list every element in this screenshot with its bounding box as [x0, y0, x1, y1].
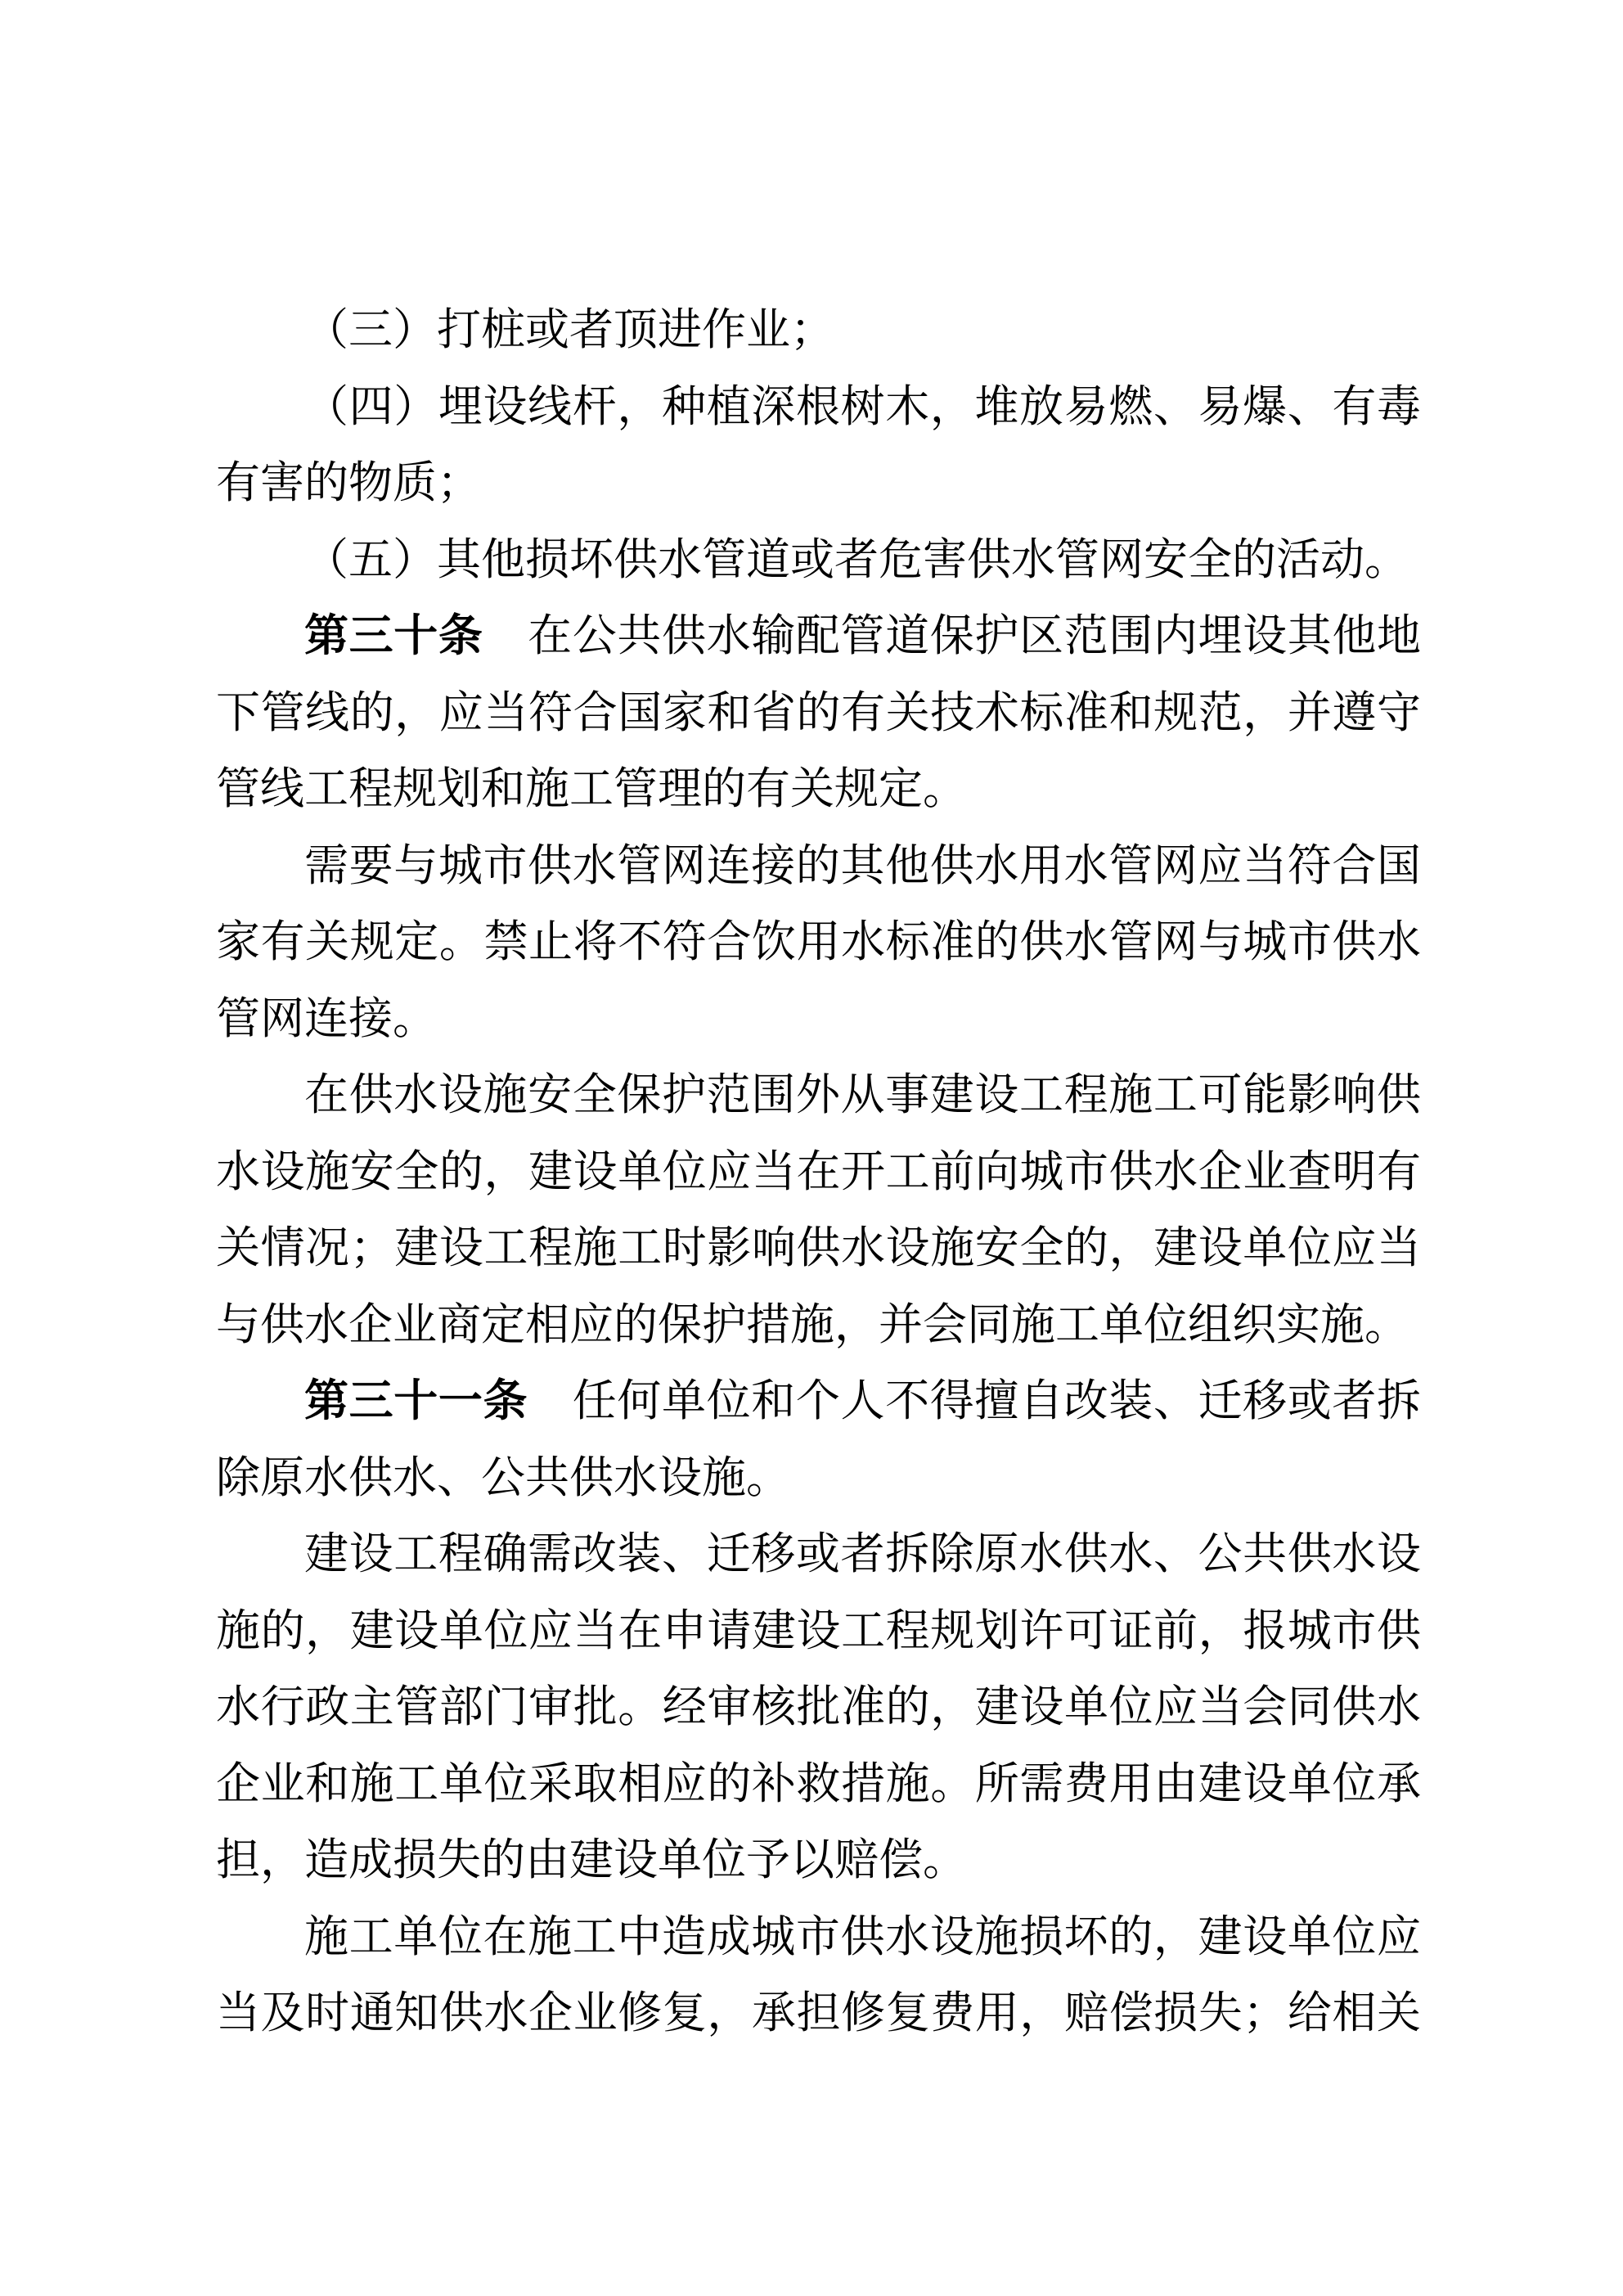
text-line: [216, 1516, 1421, 1593]
body-text: 管网连接。: [216, 993, 437, 1043]
body-text: （三）打桩或者顶进作业；: [304, 305, 834, 354]
body-text: 在供水设施安全保护范围外从事建设工程施工可能影响供: [304, 1070, 1421, 1119]
body-text: 水设施安全的，建设单位应当在开工前向城市供水企业查明有: [216, 1146, 1421, 1196]
text-line: [216, 1899, 1421, 1976]
text-line: [216, 1746, 1421, 1823]
text-line: [216, 1287, 1421, 1364]
body-text: 施工单位在施工中造成城市供水设施损坏的，建设单位应: [304, 1911, 1421, 1961]
body-text: 下管线的，应当符合国家和省的有关技术标准和规范，并遵守: [216, 687, 1421, 737]
body-text: （五）其他损坏供水管道或者危害供水管网安全的活动。: [304, 534, 1409, 584]
text-line: [216, 369, 1421, 446]
body-text: 除原水供水、公共供水设施。: [216, 1452, 790, 1502]
body-text: （四）埋设线杆，种植深根树木，堆放易燃、易爆、有毒: [304, 381, 1421, 431]
text-line: [216, 1975, 1421, 2052]
body-text: 在公共供水输配管道保护区范围内埋设其他地: [528, 611, 1421, 660]
document-body: [216, 292, 1421, 2052]
body-text: 当及时通知供水企业修复，承担修复费用，赔偿损失；给相关: [216, 1988, 1421, 2037]
text-line: [216, 675, 1421, 752]
text-line: [216, 751, 1421, 828]
body-text: 家有关规定。禁止将不符合饮用水标准的供水管网与城市供水: [216, 917, 1421, 966]
text-line: [216, 292, 1421, 369]
text-line: [216, 1363, 1421, 1440]
text-line: [216, 1134, 1421, 1211]
text-line: [216, 1593, 1421, 1670]
body-text: [483, 611, 528, 660]
article-number-label: 第三十一条: [304, 1376, 528, 1425]
text-line: [216, 1669, 1421, 1746]
text-line: [216, 1057, 1421, 1134]
text-line: [216, 522, 1421, 599]
text-line: [216, 445, 1421, 522]
text-line: [216, 1822, 1421, 1899]
body-text: [528, 1376, 573, 1425]
body-text: 水行政主管部门审批。经审核批准的，建设单位应当会同供水: [216, 1682, 1421, 1731]
text-line: [216, 828, 1421, 905]
text-line: [216, 1210, 1421, 1287]
body-text: 任何单位和个人不得擅自改装、迁移或者拆: [572, 1376, 1421, 1425]
body-text: 需要与城市供水管网连接的其他供水用水管网应当符合国: [304, 840, 1421, 890]
text-line: [216, 1440, 1421, 1517]
text-line: [216, 981, 1421, 1058]
body-text: 管线工程规划和施工管理的有关规定。: [216, 764, 967, 813]
text-line: [216, 598, 1421, 675]
body-text: 关情况；建设工程施工时影响供水设施安全的，建设单位应当: [216, 1223, 1421, 1272]
body-text: 企业和施工单位采取相应的补救措施。所需费用由建设单位承: [216, 1758, 1421, 1808]
text-line: [216, 904, 1421, 981]
body-text: 施的，建设单位应当在申请建设工程规划许可证前，报城市供: [216, 1605, 1421, 1655]
body-text: 担，造成损失的由建设单位予以赔偿。: [216, 1835, 967, 1884]
article-number-label: 第三十条: [304, 611, 483, 660]
body-text: 有害的物质；: [216, 458, 481, 507]
body-text: 建设工程确需改装、迁移或者拆除原水供水、公共供水设: [304, 1529, 1421, 1578]
body-text: 与供水企业商定相应的保护措施，并会同施工单位组织实施。: [216, 1299, 1409, 1349]
